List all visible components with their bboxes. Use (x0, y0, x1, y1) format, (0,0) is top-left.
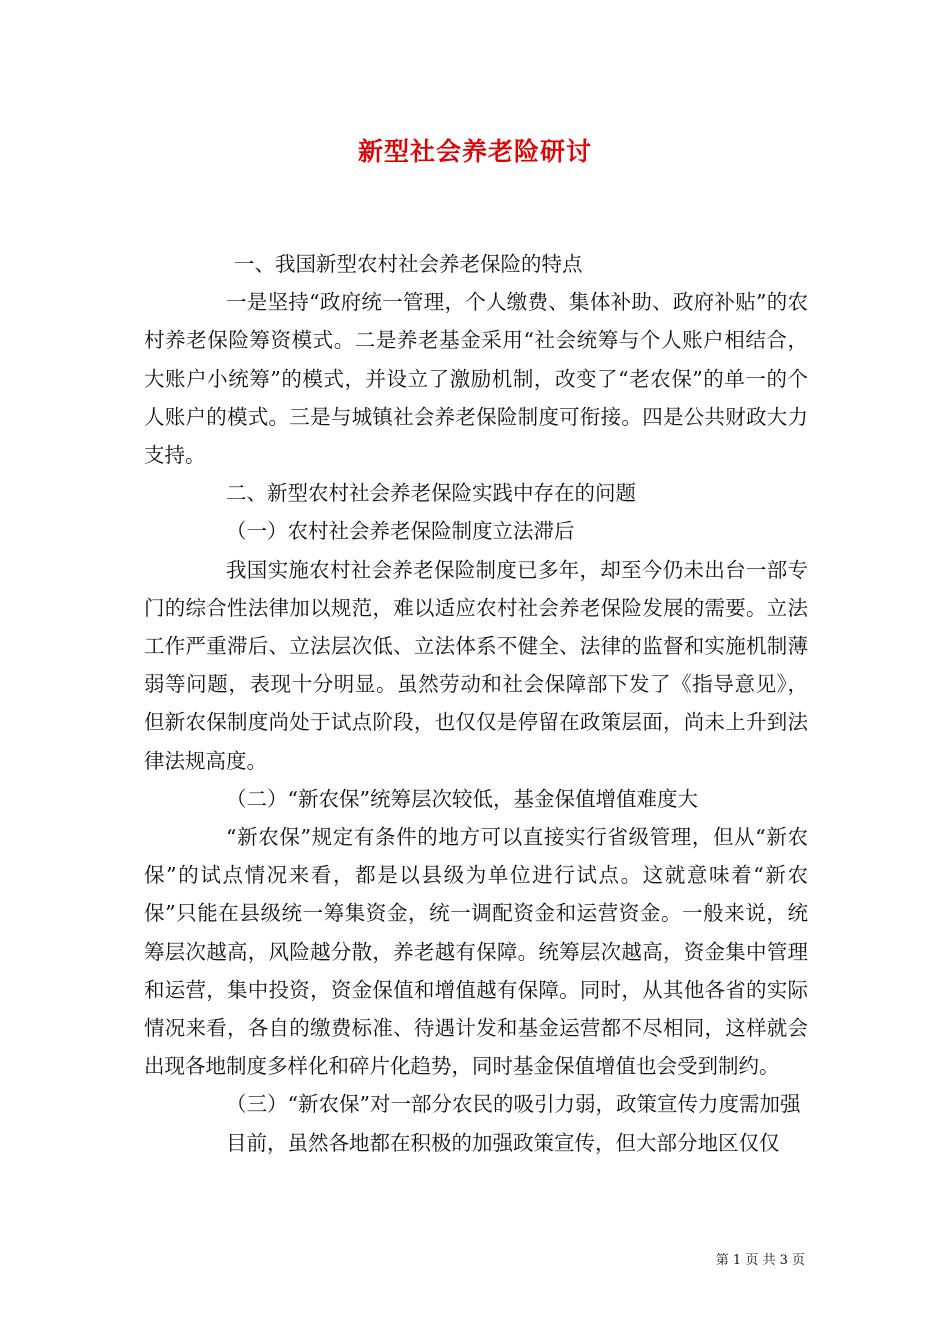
paragraph: 一是坚持“政府统一管理，个人缴费、集体补助、政府补贴”的农村养老保险筹资模式。二是养老基金采用“社会统筹与个人账户相结合，大账户小统筹”的模式，并设立了激励机制，改变了“老农保”的单一的个人账户的模式。三是与城镇社会养老保险制度可衔接。四是公共财政大力支持。 (144, 290, 808, 468)
section-heading-1: 一、我国新型农村社会养老保险的特点 (234, 252, 583, 276)
subsection-heading-1: （一）农村社会养老保险制度立法滞后 (226, 519, 575, 544)
subsection-heading-2: （二）“新农保”统筹层次较低，基金保值增值难度大 (226, 786, 698, 811)
paragraph: 我国实施农村社会养老保险制度已多年，却至今仍未出台一部专门的综合性法律加以规范，难以适应农村社会养老保险发展的需要。立法工作严重滞后、立法层次低、立法体系不健全、法律的监督和实施机制薄弱等问题，表现十分明显。虽然劳动和社会保障部下发了《指导意见》，但新农保制度尚处于试点阶段，也仅仅是停留在政策层面，尚未上升到法律法规高度。 (144, 557, 808, 773)
document-body (144, 245, 808, 1162)
paragraph: 目前，虽然各地都在积极的加强政策宣传，但大部分地区仅仅 (226, 1130, 780, 1155)
subsection-heading-3: （三）“新农保”对一部分农民的吸引力弱，政策宣传力度需加强 (226, 1092, 801, 1117)
paragraph: “新农保”规定有条件的地方可以直接实行省级管理，但从“新农保”的试点情况来看，都是以县级为单位进行试点。这就意味着“新农保”只能在县级统一筹集资金，统一调配资金和运营资金。一般来说，统筹层次越高，风险越分散，养老越有保障。统筹层次越高，资金集中管理和运营，集中投资，资金保值和增值越有保障。同时，从其他各省的实际情况来看，各自的缴费标准、待遇计发和基金运营都不尽相同，这样就会出现各地制度多样化和碎片化趋势，同时基金保值增值也会受到制约。 (144, 825, 808, 1079)
page-number: 第 1 页 共 3 页 (715, 1253, 805, 1268)
document-title: 新型社会养老险研讨 (357, 137, 592, 166)
section-heading-2: 二、新型农村社会养老保险实践中存在的问题 (226, 481, 636, 506)
